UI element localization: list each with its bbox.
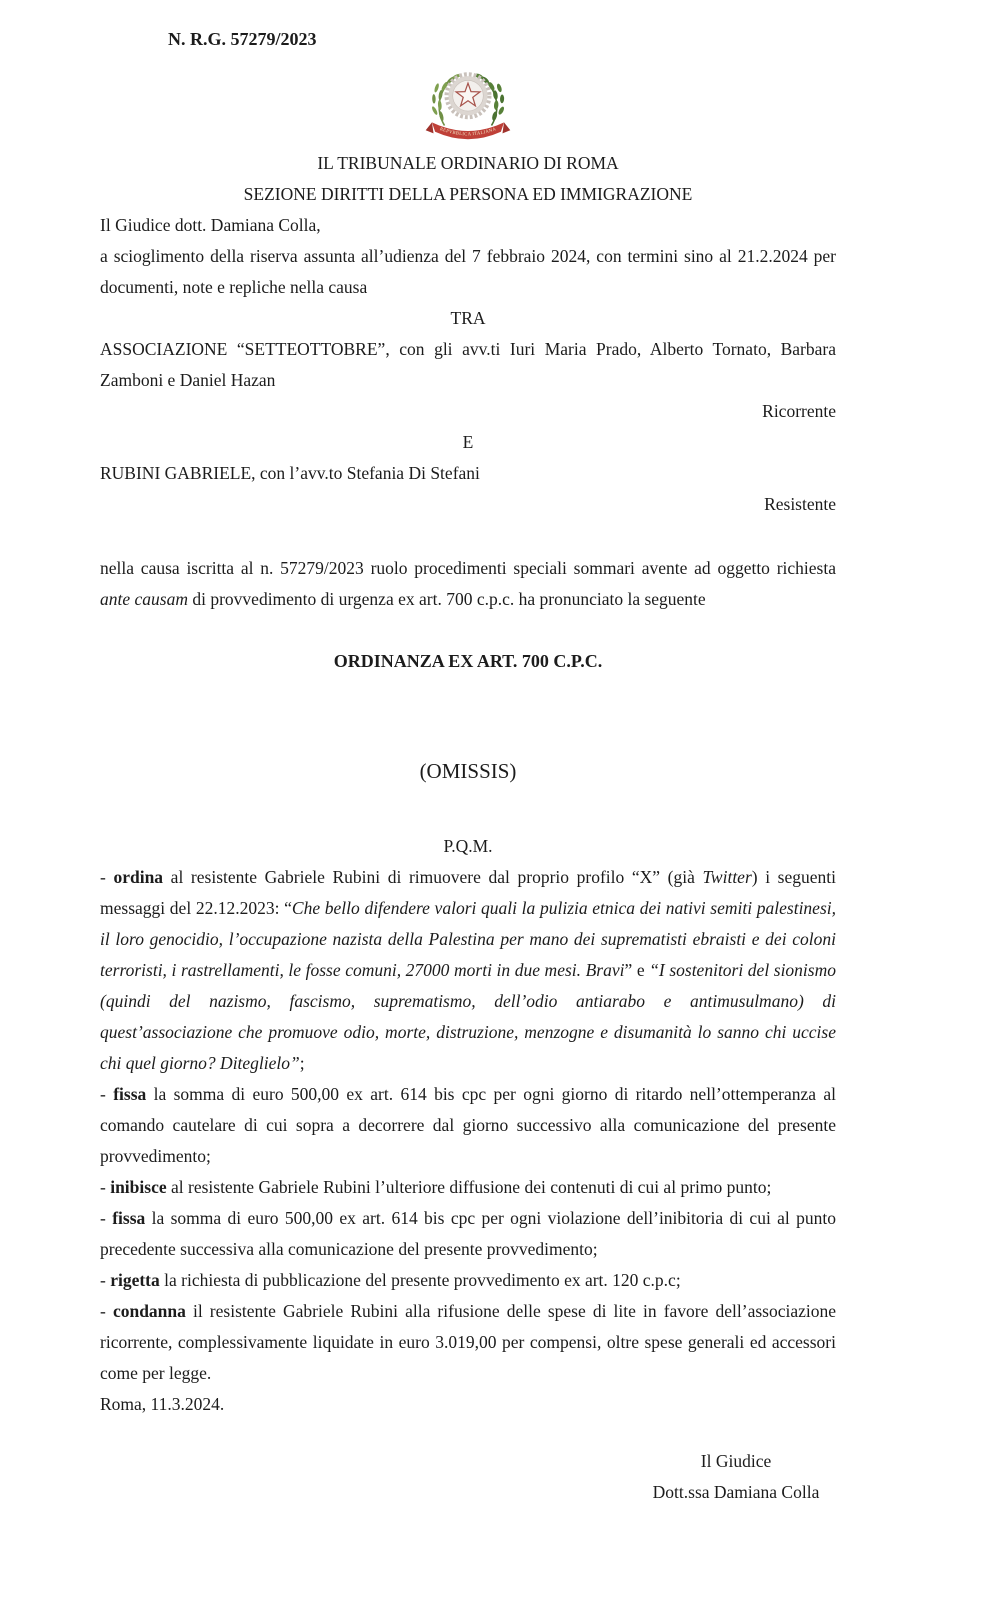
judge-line: Il Giudice dott. Damiana Colla, [100, 215, 321, 235]
bold-keyword: ordina [113, 867, 164, 887]
text-segment: il resistente Gabriele Rubini alla rifusione delle spese di lite in favore dell’associazione ricorrente, complessivamente liquidate in euro 3.019,00 per compensi, oltre spese generali ed accessori come per legge. [100, 1301, 836, 1383]
emblem-container [100, 58, 836, 146]
reserve-line: a scioglimento della riserva assunta all’udienza del 7 febbraio 2024, con termini sino al 21.2.2024 per documenti, note e repliche nella causa [100, 246, 836, 297]
date-place-line: Roma, 11.3.2024. [100, 1394, 225, 1414]
text-segment: nella causa iscritta al n. 57279/2023 ruolo procedimenti speciali sommari avente ad oggetto richiesta [100, 558, 836, 578]
order-title: ORDINANZA EX ART. 700 C.P.C. [333, 651, 603, 671]
text-segment: la richiesta di pubblicazione del presente provvedimento ex art. 120 c.p.c; [159, 1270, 681, 1290]
pqm-item-fissa-2 [100, 1203, 836, 1265]
text-segment: ; [299, 1053, 305, 1073]
text-segment: - [100, 1177, 111, 1197]
respondent-role-label: Resistente [764, 494, 836, 514]
text-segment: al resistente Gabriele Rubini l’ulteriore diffusione dei contenuti di cui al primo punto; [166, 1177, 772, 1197]
pqm-item-inibisce [100, 1172, 836, 1203]
pqm-item-fissa-1 [100, 1079, 836, 1172]
text-segment: - [100, 867, 114, 887]
signature-role: Il Giudice [700, 1451, 772, 1471]
pqm-item-ordina [100, 862, 836, 1079]
bold-keyword: rigetta [110, 1270, 160, 1290]
applicant-party: ASSOCIAZIONE “SETTEOTTOBRE”, con gli avv.ti Iuri Maria Prado, Alberto Tornato, Barbara Zamboni e Daniel Hazan [100, 339, 836, 390]
italic-quote: Che bello difendere valori quali la pulizia etnica dei nativi semiti palestinesi, il loro genocidio, l’occupazione nazista della Palestina per mano dei suprematisti ebraisti e dei coloni terroristi, i rastrellamenti, le fosse comuni, 27000 morti in due mesi. Bravi [100, 898, 836, 980]
ribbon-icon [426, 122, 511, 139]
italic-phrase: Twitter [702, 867, 752, 887]
text-segment: - [100, 1270, 111, 1290]
text-segment: - [100, 1208, 113, 1228]
pqm-item-condanna [100, 1296, 836, 1389]
signature-block [636, 1446, 836, 1508]
pqm-item-rigetta [100, 1265, 836, 1296]
bold-keyword: inibisce [110, 1177, 167, 1197]
bold-keyword: condanna [112, 1301, 186, 1321]
case-subject-line [100, 553, 836, 615]
case-number: N. R.G. 57279/2023 [168, 29, 317, 49]
italic-phrase: ante causam [100, 589, 188, 609]
court-name: IL TRIBUNALE ORDINARIO DI ROMA [317, 153, 619, 173]
text-segment: - [100, 1084, 114, 1104]
text-segment: ” e [624, 960, 650, 980]
italic-quote: “I sostenitori del sionismo (quindi del nazismo, fascismo, suprematismo, dell’odio antiarabo e antimusulmano) di quest’associazione che promuove odio, morte, distruzione, menzogne e disumanità lo sanno chi uccise chi quel giorno? Diteglielo” [100, 960, 836, 1073]
text-segment: - [100, 1301, 113, 1321]
text-segment: ) i seguenti messaggi del 22.12.2023: “ [100, 867, 837, 918]
omissis-marker: (OMISSIS) [419, 759, 517, 783]
bold-keyword: fissa [113, 1084, 147, 1104]
e-separator: E [462, 432, 474, 452]
text-segment: di provvedimento di urgenza ex art. 700 c.p.c. ha pronunciato la seguente [187, 589, 706, 609]
applicant-role-label: Ricorrente [762, 401, 836, 421]
italian-republic-emblem-icon [421, 58, 515, 146]
pqm-heading: P.Q.M. [443, 836, 493, 856]
text-segment: la somma di euro 500,00 ex art. 614 bis cpc per ogni violazione dell’inibitoria di cui al punto precedente successiva alla comunicazione del presente provvedimento; [100, 1208, 837, 1259]
tra-separator: TRA [450, 308, 486, 328]
ribbon-text: REPVBBLICA ITALIANA [438, 127, 498, 138]
signature-name: Dott.ssa Damiana Colla [652, 1482, 820, 1502]
respondent-party: RUBINI GABRIELE, con l’avv.to Stefania Di Stefani [100, 463, 480, 483]
bold-keyword: fissa [112, 1208, 146, 1228]
text-segment: la somma di euro 500,00 ex art. 614 bis cpc per ogni giorno di ritardo nell’ottemperanza al comando cautelare di cui sopra a decorrere dal giorno successivo alla comunicazione del presente provvedimento; [100, 1084, 836, 1166]
text-segment: al resistente Gabriele Rubini di rimuovere dal proprio profilo “X” (già [163, 867, 703, 887]
court-section: SEZIONE DIRITTI DELLA PERSONA ED IMMIGRAZIONE [243, 184, 693, 204]
